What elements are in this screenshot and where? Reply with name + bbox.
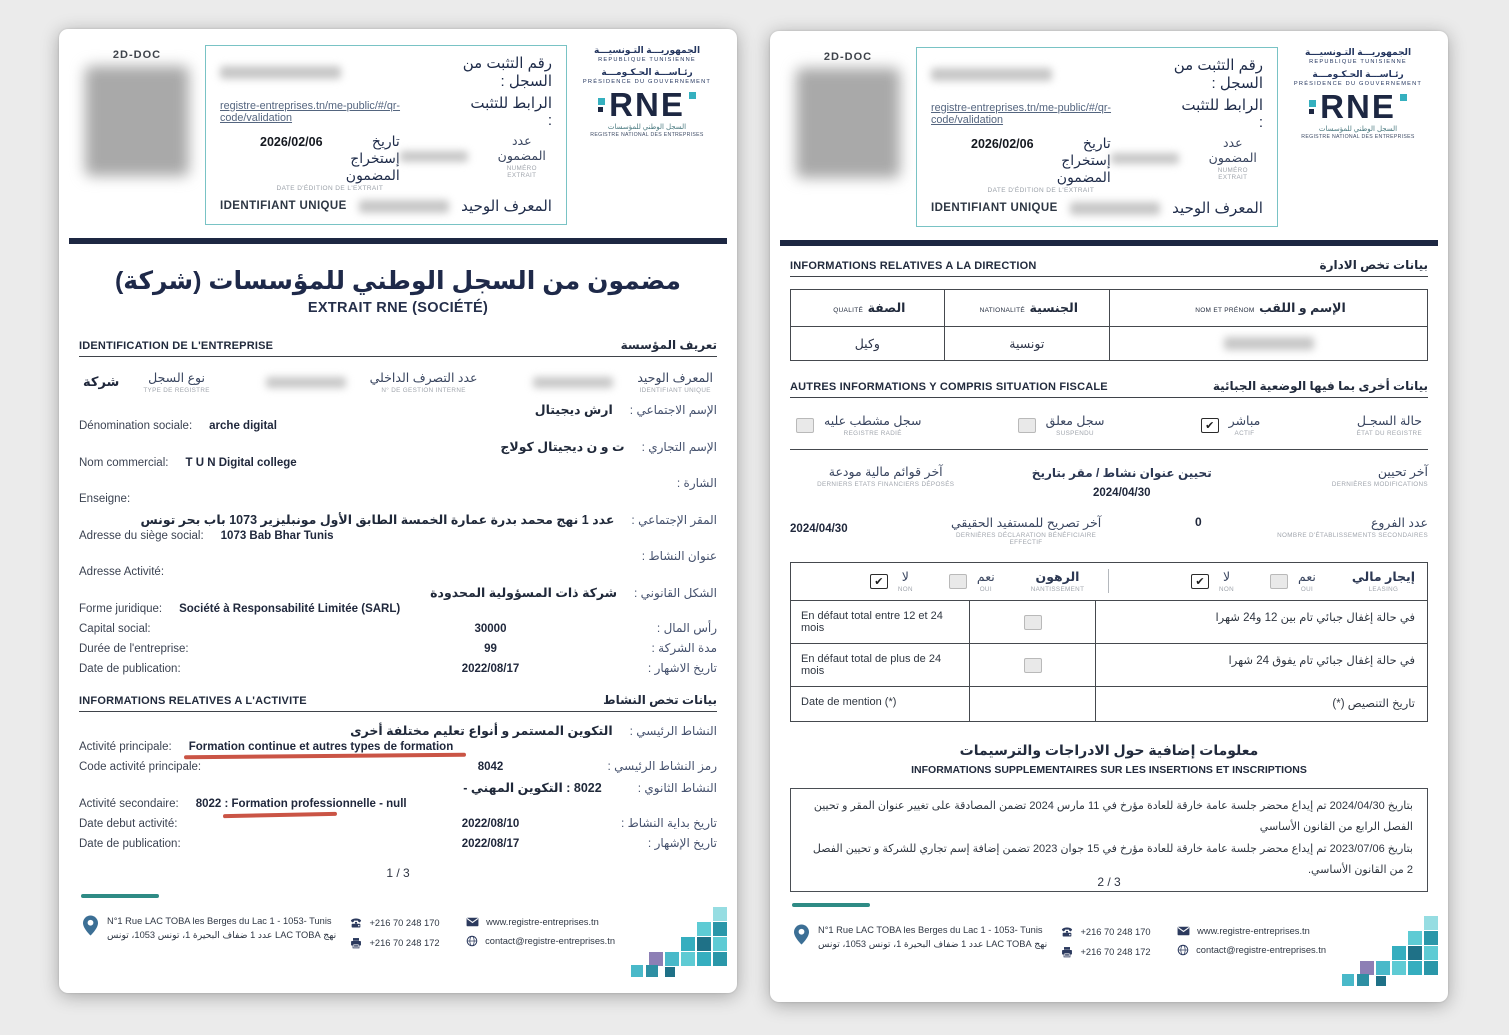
etablissements-row [790, 515, 1428, 546]
section-autres-ar: بيانات أخرى بما فيها الوضعية الجبائية [1212, 379, 1428, 393]
enseigne-label-ar: الشارة : [676, 476, 717, 490]
date-mention-label-fr: Date de mention (*) [801, 696, 897, 708]
actif-label-ar: مباشر [1228, 414, 1261, 428]
branches-count: 0 [1194, 515, 1202, 529]
activite-principale-label-ar: النشاط الرئيسي : [629, 724, 717, 738]
supplementary-title-fr: INFORMATIONS SUPPLEMENTAIRES SUR LES INSERTIONS ET INSCRIPTIONS [911, 764, 1307, 776]
supplementary-paragraph-2: بتاريخ 2023/07/06 تم إيداع محضر جلسة عامة خارقة للعادة مؤرخ في 15 جوان 2023 تضمن إضافة إسم تجاري للشركة و تحيين الفصل 2 من القانون الأساسي. [812, 842, 1413, 877]
contact-email: contact@registre-entreprises.tn [485, 936, 615, 946]
activite-secondaire-label-ar: النشاط الثانوي : [637, 781, 717, 795]
identifiant-unique-label-fr: IDENTIFIANT UNIQUE [220, 200, 347, 212]
capital-label-ar: رأس المال : [656, 621, 717, 635]
leasing-header-row [791, 563, 1427, 600]
publication-label-ar: تاريخ الاشهار : [647, 661, 717, 675]
nom-header-fr: NOM ET PRÉNOM [1195, 307, 1255, 314]
publication2-label-fr: Date de publication: [79, 838, 181, 850]
fax-number: +216 70 248 172 [369, 938, 440, 948]
duree-label-fr: Durée de l'entreprise: [79, 643, 189, 655]
siege-value-fr: 1073 Bab Bhar Tunis [220, 530, 334, 542]
extrait-number-label-ar: عدد المضمون [497, 134, 546, 163]
validation-link-label: الرابط للتثبت : [1181, 97, 1263, 131]
field-activite-secondaire-fr [79, 798, 717, 810]
activite-principale-value-fr: Formation continue et autres types de formation [188, 741, 454, 753]
denomination-value: arche digital [209, 420, 277, 432]
col-header-qualite [791, 290, 944, 327]
nantissement-non-option [870, 569, 913, 593]
redacted-value [1224, 337, 1314, 350]
defaut-24-label-fr: En défaut total de plus de 24 mois [801, 653, 942, 677]
presidency-label-fr: PRÉSIDENCE DU GOUVERNEMENT [1293, 81, 1423, 87]
nationalite-header-fr: NATIONALITÉ [979, 307, 1026, 314]
nantissement-non-checkbox [870, 574, 888, 589]
gestion-value-redacted [266, 377, 346, 388]
uid-label-fr: IDENTIFIANT UNIQUE [639, 387, 711, 394]
activite-secondaire-value-ar: 8022 : التكوين المهني - [463, 781, 602, 795]
document-title-fr: EXTRAIT RNE (SOCIÉTÉ) [307, 300, 489, 316]
leasing-label-fr: LEASING [1368, 586, 1399, 593]
rne-logo [1288, 47, 1428, 140]
activite-secondaire-value-fr: 8022 : Formation professionnelle - null [195, 798, 407, 810]
gestion-label-fr: N° DE GESTION INTERNE [381, 387, 466, 394]
publication2-value: 2022/08/17 [461, 838, 520, 850]
modifications-label-fr: DERNIÈRES MODIFICATIONS [1331, 481, 1428, 488]
modification-desc-ar: تحيين عنوان نشاط / مقر بتاريخ [1031, 466, 1212, 480]
activite-principale-label-fr: Activité principale: [79, 741, 172, 753]
rne-wordmark-text: RNE [1320, 88, 1396, 125]
qualite-header-fr: QUALITÉ [833, 307, 864, 314]
footer-address [794, 924, 1061, 950]
supplementary-title-ar: معلومات إضافية حول الادراجات والترسيمات [959, 742, 1259, 758]
capital-label-fr: Capital social: [79, 623, 151, 635]
modifications-label [1262, 464, 1428, 488]
location-pin-icon [83, 915, 98, 936]
document-header [790, 47, 1428, 227]
section-direction [790, 258, 1428, 277]
header-info-box [916, 47, 1278, 227]
address-ar: نهج LAC TOBA عدد 1 ضفاف البحيرة 1، تونس 1053، تونس [107, 930, 337, 940]
defaut-12-24-cell [969, 601, 1096, 643]
envelope-icon [466, 917, 479, 927]
etats-financiers-label-fr: DERNIERS ETATS FINANCIERS DÉPOSÉS [817, 481, 955, 488]
date-mention-row [791, 686, 1427, 721]
republic-label-fr: REPUBLIQUE TUNISIENNE [598, 57, 696, 63]
etat-registre-row [790, 411, 1428, 441]
field-activite-principale-fr [79, 741, 717, 753]
trade-value-ar: ت و ن ديجيتال كولاج [500, 440, 625, 454]
defaut-12-24-label-fr: En défaut total entre 12 et 24 mois [801, 610, 943, 634]
field-forme-fr [79, 603, 717, 615]
forme-value-fr: Société à Responsabilité Limitée (SARL) [179, 603, 401, 615]
field-siege-fr [79, 530, 717, 542]
page-number: 2 / 3 [1097, 875, 1121, 889]
phone-icon [1061, 926, 1073, 938]
registry-label-fr: REGISTRE NATIONAL DES ENTREPRISES [1301, 133, 1415, 140]
forme-label-ar: الشكل القانوني : [633, 586, 717, 600]
qr-code-redacted [85, 66, 189, 176]
radie-option [796, 413, 921, 437]
section-autres-infos [790, 379, 1428, 398]
2d-doc-label: 2D-DOC [823, 51, 873, 63]
record-number-label: رقم التثبت من السجل : [1173, 57, 1263, 92]
leasing-non-option [1191, 569, 1234, 593]
field-activite-secondaire-ar [79, 780, 717, 795]
footer-web-col [466, 915, 630, 947]
registry-label-ar: السجل الوطني للمؤسسات [607, 123, 687, 131]
envelope-icon [1177, 926, 1190, 936]
oui-label-fr: OUI [979, 586, 992, 593]
page-footer [770, 875, 1448, 988]
non-label-fr: NON [897, 586, 913, 593]
identifiant-unique-redacted [359, 200, 449, 213]
identifiant-unique-label-fr: IDENTIFIANT UNIQUE [931, 202, 1058, 214]
defaut-12-24-label-ar: في حالة إغفال جبائي تام بين 12 و24 شهرا [1215, 612, 1415, 624]
etats-financiers-label [790, 464, 981, 488]
suspendu-checkbox [1018, 418, 1036, 433]
presidency-label-fr: PRÉSIDENCE DU GOUVERNEMENT [582, 79, 712, 85]
nom-commercial-value: T U N Digital college [185, 457, 297, 469]
contact-email: contact@registre-entreprises.tn [1196, 945, 1326, 955]
footer-address [83, 915, 350, 941]
field-enseigne-fr [79, 493, 717, 505]
section-direction-ar: بيانات تخص الادارة [1319, 258, 1428, 272]
identifiant-unique-group [533, 370, 713, 394]
extract-date-label-fr: DATE D'ÉDITION DE L'EXTRAIT [987, 187, 1095, 194]
nationalite-header-ar: الجنسية [1029, 301, 1079, 315]
leasing-non-checkbox [1191, 574, 1209, 589]
nom-value-redacted [1109, 327, 1427, 360]
non-label-ar: لا [1222, 570, 1231, 584]
leasing-table [790, 562, 1428, 722]
nantissement-oui-option [949, 569, 995, 593]
document-title-ar: مضمون من السجل الوطني للمؤسسات (شركة) [114, 267, 682, 295]
regtype-label-ar: نوع السجل [148, 371, 205, 385]
qr-block [79, 45, 195, 176]
actif-label-fr: ACTIF [1234, 430, 1255, 437]
2d-doc-label: 2D-DOC [112, 49, 162, 61]
address-ar: نهج LAC TOBA عدد 1 ضفاف البحيرة 1، تونس 1053، تونس [818, 939, 1048, 949]
duree-value: 99 [484, 643, 497, 655]
address-fr: N°1 Rue LAC TOBA les Berges du Lac 1 - 1053- Tunis [107, 916, 332, 926]
republic-label-ar: الجمهوريـــة التـونسيـــة [1304, 47, 1412, 57]
presidency-label-ar: رئـاســـة الحـكـومـــة [1312, 69, 1404, 79]
republic-label-ar: الجمهوريـــة التـونسيـــة [593, 45, 701, 55]
publication-value: 2022/08/17 [461, 663, 520, 675]
fax-printer-icon [1061, 946, 1073, 958]
defaut-24-row [791, 643, 1427, 686]
forme-label-fr: Forme juridique: [79, 603, 163, 615]
addr-activite-label-ar: عنوان النشاط : [641, 549, 717, 563]
extract-date-label-ar: تاريخ إستخراج المضمون [345, 133, 400, 183]
presidency-label-ar: رئـاســـة الحـكـومـــة [601, 67, 693, 77]
non-label-ar: لا [901, 570, 909, 584]
globe-icon [466, 935, 478, 947]
identifiant-unique-redacted [1070, 202, 1160, 215]
leasing-label [1352, 569, 1415, 593]
oui-label-ar: نعم [976, 570, 995, 584]
enseigne-label-fr: Enseigne: [79, 493, 131, 505]
validation-link-label: الرابط للتثبت : [470, 95, 552, 129]
declaration-label-ar: آخر تصريح للمستفيد الحقيقي [950, 516, 1102, 530]
gestion-label-ar: عدد التصرف الداخلي [369, 371, 478, 385]
field-nom-commercial [79, 457, 717, 469]
rne-wordmark-icon [577, 86, 717, 123]
page-1 [59, 29, 737, 993]
page-2 [770, 31, 1448, 1002]
modification-date: 2024/04/30 [1092, 487, 1151, 499]
rne-logo [577, 45, 717, 138]
nom-header-ar: الإسم و اللقب [1259, 301, 1346, 315]
section-autres-fr: AUTRES INFORMATIONS Y COMPRIS SITUATION FISCALE [790, 381, 1108, 393]
mosaic-logo-icon [1342, 916, 1432, 988]
page-footer [59, 866, 737, 979]
col-header-nom [1109, 290, 1427, 327]
gestion-interne-group [266, 370, 478, 394]
regtype-label-fr: TYPE DE REGISTRE [143, 387, 210, 394]
footer-phone-col [350, 915, 466, 949]
registry-label-ar: السجل الوطني للمؤسسات [1318, 125, 1398, 133]
date-debut-label-ar: تاريخ بداية النشاط : [620, 816, 717, 830]
address-fr: N°1 Rue LAC TOBA les Berges du Lac 1 - 1053- Tunis [818, 925, 1043, 935]
identifiant-unique-label-ar: المعرف الوحيد [1172, 200, 1263, 217]
non-label-fr: NON [1218, 586, 1235, 593]
date-mention-cell [969, 687, 1096, 721]
uid-label-ar: المعرف الوحيد [637, 371, 713, 385]
addr-activite-label-fr: Adresse Activité: [79, 566, 165, 578]
denomination-label: Dénomination sociale: [79, 420, 193, 432]
actif-option [1201, 413, 1261, 437]
rne-wordmark-text: RNE [609, 86, 685, 123]
phone-number: +216 70 248 170 [369, 918, 440, 928]
oui-label-ar: نعم [1298, 570, 1316, 584]
footer-web-col [1177, 924, 1341, 956]
etat-label-ar: حالة السجـل [1356, 414, 1422, 428]
oui-label-fr: OUI [1300, 586, 1314, 593]
declaration-beneficiaire-label [918, 515, 1135, 546]
etat-registre-label [1357, 413, 1422, 437]
phone-number: +216 70 248 170 [1080, 927, 1151, 937]
mosaic-logo-icon [631, 907, 721, 979]
publication-label-fr: Date de publication: [79, 663, 181, 675]
field-date-publication-2 [79, 836, 717, 850]
phone-icon [350, 917, 362, 929]
qualite-header-ar: الصفة [867, 301, 906, 315]
regtype-value: شركة [83, 374, 120, 389]
rne-wordmark-icon [1288, 88, 1428, 125]
modifications-value [981, 464, 1262, 499]
nantissement-label-ar: الرهون [1035, 570, 1080, 584]
qr-code-redacted [796, 68, 900, 178]
identifiant-unique-label-ar: المعرف الوحيد [461, 198, 552, 215]
field-addr-activite-ar [79, 549, 717, 563]
suspendu-label-ar: سجل معلق [1045, 414, 1105, 428]
field-date-debut [79, 816, 717, 830]
trade-label-ar: الإسم التجاري : [641, 440, 717, 454]
radie-label-fr: REGISTRE RADIÉ [843, 430, 902, 437]
etat-label-fr: ÉTAT DU REGISTRE [1356, 430, 1422, 437]
extract-date-label-ar: تاريخ إستخراج المضمون [1056, 135, 1111, 185]
field-forme-ar [79, 585, 717, 600]
field-denomination [79, 420, 717, 432]
branches-label-ar: عدد الفروع [1370, 516, 1428, 530]
defaut-12-24-row [791, 600, 1427, 643]
siege-label-fr: Adresse du siège social: [79, 530, 204, 542]
defaut-24-checkbox [1024, 658, 1042, 673]
extract-date-value: 2026/02/06 [971, 137, 1034, 151]
location-pin-icon [794, 924, 809, 945]
social-label-ar: الإسم الاجتماعي : [629, 403, 717, 417]
registry-label-fr: REGISTRE NATIONAL DES ENTREPRISES [590, 131, 704, 138]
field-addr-activite-fr [79, 566, 717, 578]
nom-commercial-label: Nom commercial: [79, 457, 169, 469]
website-url: www.registre-entreprises.tn [486, 917, 599, 927]
section-activite [79, 693, 717, 712]
republic-label-fr: REPUBLIQUE TUNISIENNE [1309, 59, 1407, 65]
suspendu-label-fr: SUSPENDU [1056, 430, 1094, 437]
branches-label-fr: NOMBRE D'ÉTABLISSEMENTS SECONDAIRES [1277, 532, 1428, 539]
field-code-activite [79, 759, 717, 773]
section-direction-fr: INFORMATIONS RELATIVES A LA DIRECTION [790, 260, 1037, 272]
suspendu-option [1018, 413, 1105, 437]
etats-financiers-label-ar: آخر قوائم مالية مودعة [828, 465, 943, 479]
qr-block [790, 47, 906, 178]
website-url: www.registre-entreprises.tn [1197, 926, 1310, 936]
section-activite-fr: INFORMATIONS RELATIVES A L'ACTIVITE [79, 695, 307, 707]
field-capital [79, 621, 717, 635]
section-identification [79, 338, 717, 357]
actif-checkbox [1201, 418, 1219, 433]
defaut-12-24-checkbox [1024, 615, 1042, 630]
capital-value: 30000 [474, 623, 507, 635]
footer-phone-col [1061, 924, 1177, 958]
field-duree [79, 641, 717, 655]
extract-date-label-fr: DATE D'ÉDITION DE L'EXTRAIT [276, 185, 384, 192]
date-debut-value: 2022/08/10 [461, 818, 520, 830]
globe-icon [1177, 944, 1189, 956]
defaut-24-cell [969, 644, 1096, 686]
fax-printer-icon [350, 937, 362, 949]
code-activite-value: 8042 [477, 761, 504, 773]
validation-link[interactable]: registre-entreprises.tn/me-public/#/qr-code/validation [220, 99, 401, 124]
leasing-oui-checkbox [1270, 574, 1288, 589]
activite-principale-value-ar: التكوين المستمر و أنواع تعليم مختلفة أخرى [350, 724, 613, 738]
social-value-ar: ارش ديجيتال [534, 403, 613, 417]
defaut-24-label-ar: في حالة إغفال جبائي تام يفوق 24 شهرا [1228, 655, 1415, 667]
extrait-number-label-fr: NUMÉRO EXTRAIT [1217, 167, 1248, 181]
extrait-number-label-ar: عدد المضمون [1208, 136, 1257, 165]
field-activite-principale-ar [79, 723, 717, 738]
fax-number: +216 70 248 172 [1080, 947, 1151, 957]
nantissement-label [1031, 569, 1085, 593]
record-number-redacted [931, 68, 1052, 81]
declaration-label-fr: DERNIÈRES DÉCLARATION BÉNÉFICIAIRE EFFECTIF [955, 532, 1097, 546]
identification-top-row [83, 370, 713, 394]
leasing-oui-option [1270, 569, 1316, 593]
uid-value-redacted [533, 377, 613, 388]
document-header [79, 45, 717, 225]
forme-value-ar: شركة ذات المسؤولية المحدودة [430, 586, 617, 600]
radie-label-ar: سجل مشطب عليه [824, 414, 922, 428]
extrait-number-label-fr: NUMÉRO EXTRAIT [506, 165, 537, 179]
nantissement-oui-checkbox [949, 574, 967, 589]
field-enseigne-ar [79, 476, 717, 490]
section-activite-ar: بيانات تخص النشاط [603, 693, 717, 707]
date-mention-label-ar: تاريخ التنصيص (*) [1332, 698, 1415, 710]
branches-label [1262, 515, 1428, 539]
qualite-value: وكيل [854, 337, 880, 351]
declaration-date: 2024/04/30 [790, 523, 848, 535]
col-header-nationalite [944, 290, 1109, 327]
duree-label-ar: مدة الشركة : [651, 641, 717, 655]
code-activite-label-fr: Code activité principale: [79, 761, 202, 773]
section-identification-ar: تعريف المؤسسة [620, 338, 717, 352]
field-social-ar [79, 402, 717, 417]
nantissement-label-fr: NANTISSEMENT [1030, 586, 1085, 593]
leasing-label-ar: إيجار مالي [1351, 570, 1415, 584]
direction-table [790, 289, 1428, 361]
field-date-publication [79, 661, 717, 675]
record-number-label: رقم التثبت من السجل : [462, 55, 552, 90]
section-identification-fr: IDENTIFICATION DE L'ENTREPRISE [79, 340, 274, 352]
field-siege-ar [79, 512, 717, 527]
type-registre-group [83, 370, 210, 394]
activite-secondaire-label-fr: Activité secondaire: [79, 798, 179, 810]
extrait-number-redacted [1111, 153, 1179, 164]
header-info-box [205, 45, 567, 225]
code-activite-label-ar: رمز النشاط الرئيسي : [607, 759, 717, 773]
extract-date-value: 2026/02/06 [260, 135, 323, 149]
siege-label-ar: المقر الإجتماعي : [631, 513, 717, 527]
header-divider-bar [780, 240, 1438, 246]
nantissement-group [803, 569, 1109, 593]
validation-link[interactable]: registre-entreprises.tn/me-public/#/qr-code/validation [931, 101, 1112, 126]
divider-rule [790, 449, 1428, 450]
modifications-label-ar: آخر تحيين [1377, 465, 1428, 479]
extrait-number-redacted [400, 151, 468, 162]
siege-value-ar: عدد 1 نهج محمد بدرة عمارة الخمسة الطابق الأول مونبليزير 1073 باب بحر تونس [140, 513, 615, 527]
supplementary-paragraph-1: بتاريخ 2024/04/30 تم إيداع محضر جلسة عامة خارقة للعادة مؤرخ في 11 مارس 2024 تضمن المصادقة على تغيير عنوان المقر و تحيين الفصل الرابع من القانون الأساسي [813, 800, 1413, 834]
page-number: 1 / 3 [386, 866, 410, 880]
header-divider-bar [69, 238, 727, 244]
date-debut-label-fr: Date debut activité: [79, 818, 178, 830]
radie-checkbox [796, 418, 814, 433]
field-trade-ar [79, 439, 717, 454]
nationalite-value: تونسية [944, 327, 1109, 360]
record-number-redacted [220, 66, 341, 79]
publication2-label-ar: تاريخ الإشهار : [647, 836, 717, 850]
leasing-group [1109, 569, 1415, 593]
dernieres-modifications-row [790, 464, 1428, 499]
